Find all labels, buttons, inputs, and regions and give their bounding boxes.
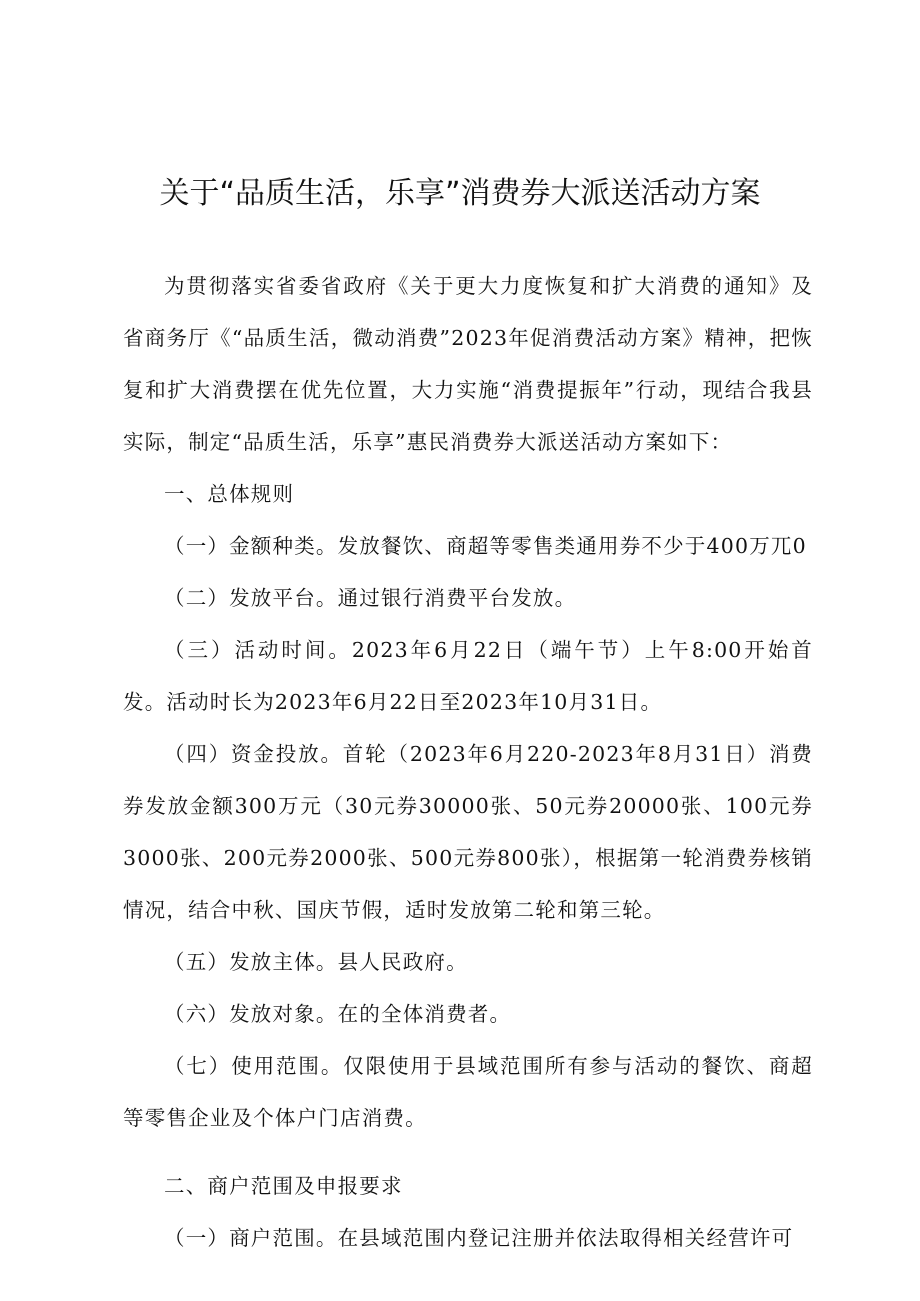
rule-amount-types: （一）金额种类。发放餐饮、商超等零售类通用券不少于400万兀0 [164, 534, 807, 558]
merchant-scope-paragraph: （一）商户范围。在县域范围内登记注册并依法取得相关经营许可 [164, 1226, 794, 1250]
rule-target-audience: （六）发放对象。在的全体消费者。 [164, 1002, 512, 1026]
rule-issuer: （五）发放主体。县人民政府。 [164, 950, 468, 974]
rule-activity-time: （三）活动时间。2023年6月22日（端午节）上午8:00开始首发。活动时长为2023年6月22日至2023年10月31日。 [123, 638, 813, 714]
document-body [123, 260, 813, 1264]
section-heading-merchant-scope: 二、商户范围及申报要求 [164, 1174, 403, 1198]
rule-fund-release: （四）资金投放。首轮（2023年6月220-2023年8月31日）消费券发放金额300万元（30元券30000张、50元券20000张、100元券3000张、200元券2000张、500元券800张），根据第一轮消费券核销情况，结合中秋、国庆节假，适时发放第二轮和第三轮。 [123, 742, 813, 922]
intro-paragraph: 为贯彻落实省委省政府《关于更大力度恢复和扩大消费的通知》及省商务厅《“品质生活，微动消费”2023年促消费活动方案》精神，把恢复和扩大消费摆在优先位置，大力实施“消费提振年”行动，现结合我县实际，制定“品质生活，乐享”惠民消费券大派送活动方案如下： [123, 274, 813, 454]
document-title: 关于“品质生活，乐享”消费券大派送活动方案 [159, 176, 761, 211]
section-heading-general-rules: 一、总体规则 [164, 482, 295, 506]
rule-platform: （二）发放平台。通过银行消费平台发放。 [164, 586, 577, 610]
rule-usage-scope: （七）使用范围。仅限使用于县域范围所有参与活动的餐饮、商超等零售企业及个体户门店消费。 [123, 1054, 813, 1130]
